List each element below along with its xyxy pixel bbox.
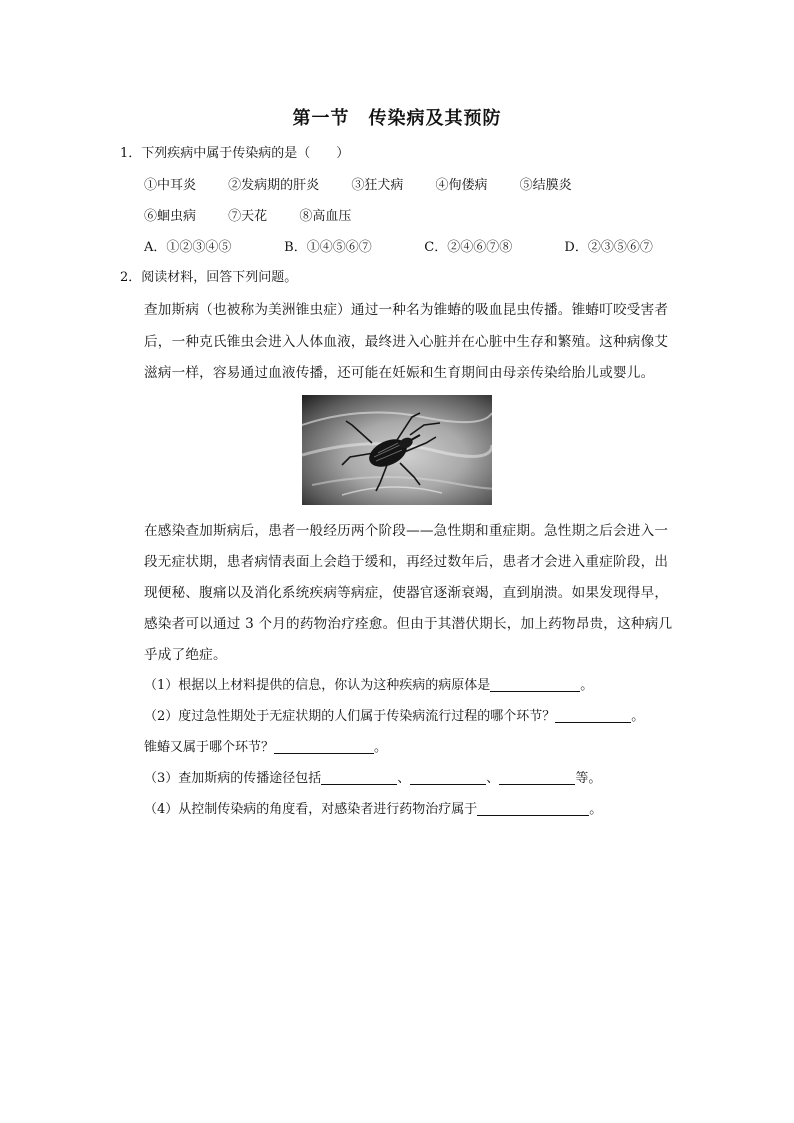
choice-c[interactable]: C．②④⑥⑦⑧	[424, 240, 513, 255]
separator: 、	[486, 771, 500, 786]
sub-question-text: （1）根据以上材料提供的信息，你认为这种疾病的病原体是	[144, 678, 491, 693]
sub-question-end: 等。	[575, 771, 602, 786]
question-2-stem: 2．阅读材料，回答下列问题。	[120, 270, 298, 285]
question-1-stem: 1．下列疾病中属于传染病的是（ ）	[120, 146, 350, 161]
choice-a[interactable]: A．①②③④⑤	[144, 240, 232, 255]
answer-blank[interactable]	[477, 801, 589, 816]
list-item: ⑦天花	[228, 209, 268, 224]
paragraph-1-line: 滋病一样，容易通过血液传播，还可能在妊娠和生育期间由母亲传染给胎儿或婴儿。	[144, 365, 655, 381]
choice-d[interactable]: D．②③⑤⑥⑦	[564, 240, 653, 255]
list-item: ⑤结膜炎	[519, 178, 572, 193]
page-title: 第一节 传染病及其预防	[292, 108, 502, 129]
sub-question-text: 锥蝽又属于哪个环节？	[144, 740, 275, 755]
question-1-items-row2	[144, 207, 379, 227]
sub-question-text: （4）从控制传染病的角度看，对感染者进行药物治疗属于	[144, 802, 478, 817]
answer-blank[interactable]	[274, 739, 374, 754]
choice-b[interactable]: B．①④⑤⑥⑦	[284, 240, 372, 255]
list-item: ⑥蛔虫病	[144, 209, 197, 224]
list-item: ⑧高血压	[299, 209, 352, 224]
answer-blank[interactable]	[555, 708, 631, 723]
sub-question-end: 。	[374, 740, 388, 755]
insect-photo	[302, 395, 492, 505]
answer-blank[interactable]	[321, 770, 397, 785]
list-item: ①中耳炎	[144, 178, 197, 193]
list-item: ②发病期的肝炎	[228, 178, 320, 193]
paragraph-2-line: 感染者可以通过 3 个月的药物治疗痊愈。但由于其潜伏期长，加上药物昂贵，这种病几	[144, 616, 673, 632]
sub-question-end: 。	[580, 678, 594, 693]
paragraph-1-line: 查加斯病（也被称为美洲锥虫症）通过一种名为锥蝽的吸血昆虫传播。锥蝽叮咬受害者	[144, 302, 669, 318]
sub-question-end: 。	[631, 709, 645, 724]
paragraph-1-line: 后，一种克氏锥虫会进入人体血液，最终进入心脏并在心脏中生存和繁殖。这种病像艾	[144, 334, 669, 350]
list-item: ④佝偻病	[435, 178, 488, 193]
question-1-choices	[144, 238, 700, 258]
sub-question-text: （2）度过急性期处于无症状期的人们属于传染病流行过程的哪个环节？	[144, 709, 556, 724]
question-1-items-row1	[144, 176, 600, 196]
answer-blank[interactable]	[490, 677, 580, 692]
separator: 、	[397, 771, 411, 786]
kissing-bug-icon	[302, 395, 492, 505]
answer-blank[interactable]	[410, 770, 486, 785]
sub-question-text: （3）查加斯病的传播途径包括	[144, 771, 322, 786]
sub-question-2	[144, 707, 644, 727]
paragraph-2-line: 乎成了绝症。	[144, 647, 227, 663]
list-item: ③狂犬病	[351, 178, 404, 193]
sub-question-2b	[144, 738, 387, 758]
paragraph-2-line: 现便秘、腹痛以及消化系统疾病等病症，使器官逐渐衰竭，直到崩溃。如果发现得早，	[144, 585, 669, 601]
paragraph-2-line: 在感染查加斯病后，患者一般经历两个阶段——急性期和重症期。急性期之后会进入一	[144, 523, 669, 539]
sub-question-4	[144, 800, 602, 820]
answer-blank[interactable]	[499, 770, 575, 785]
sub-question-1	[144, 676, 593, 696]
sub-question-3	[144, 769, 601, 789]
sub-question-end: 。	[589, 802, 603, 817]
paragraph-2-line: 段无症状期，患者病情表面上会趋于缓和，再经过数年后，患者才会进入重症阶段，出	[144, 554, 669, 570]
